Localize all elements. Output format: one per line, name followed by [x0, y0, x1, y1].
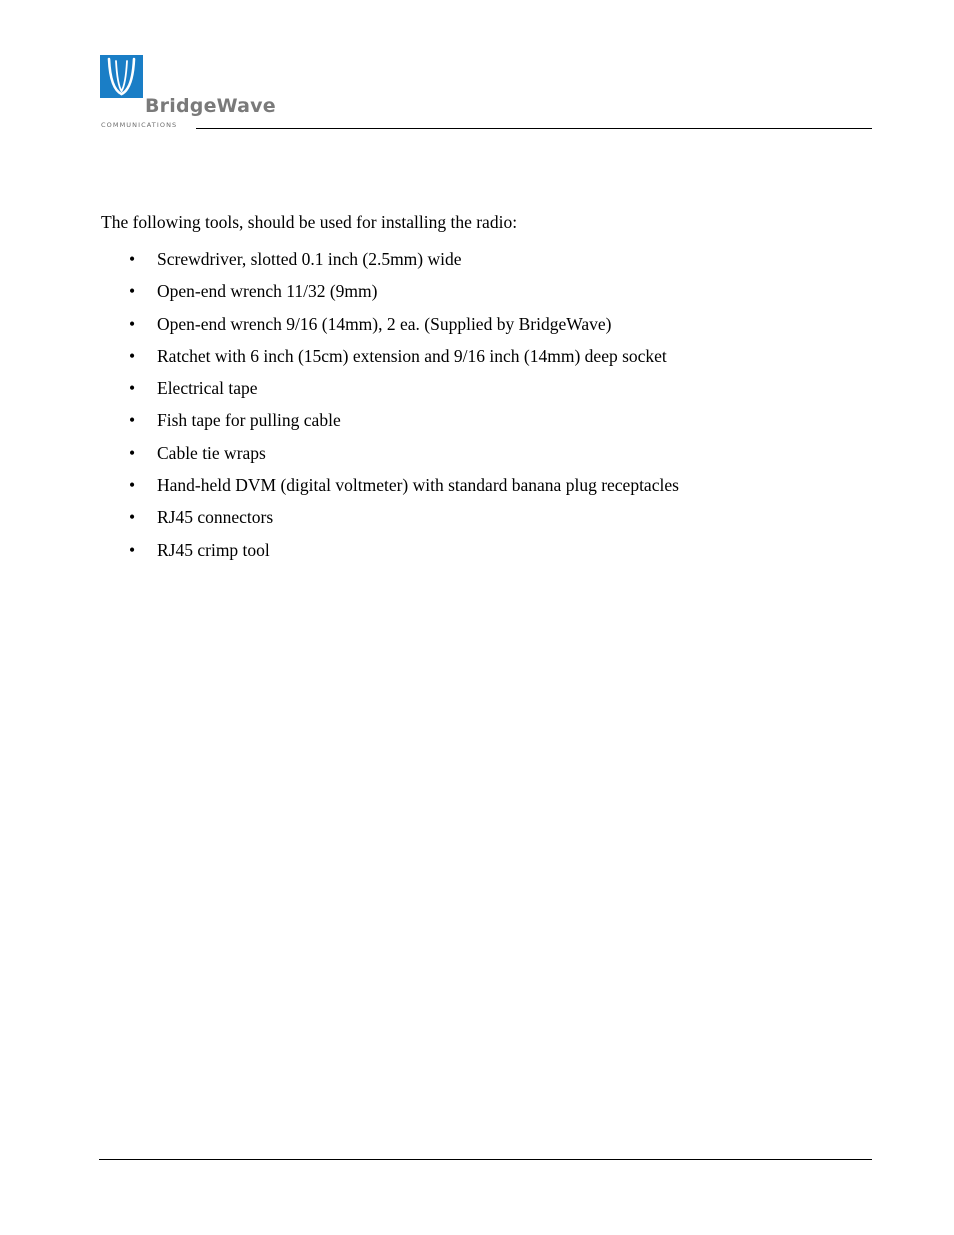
logo-wordmark: BridgeWave	[145, 95, 276, 117]
company-logo	[100, 55, 276, 131]
list-item	[0, 442, 954, 474]
tool-name: Cable tie wraps	[157, 442, 266, 463]
bullet-icon: •	[129, 281, 136, 302]
list-item	[0, 313, 954, 345]
list-item	[0, 345, 954, 377]
tool-name: RJ45 connectors	[157, 507, 274, 528]
footer-divider	[99, 1159, 872, 1160]
bullet-icon: •	[129, 475, 136, 496]
bullet-icon: •	[129, 410, 136, 431]
list-item	[0, 280, 954, 312]
tool-name: Screwdriver, slotted 0.1 inch (2.5mm) wide	[157, 249, 462, 269]
bullet-icon: •	[129, 507, 136, 528]
bridgewave-logo-icon	[100, 55, 143, 98]
logo-subtitle: COMMUNICATIONS	[101, 121, 178, 129]
tool-name: Open-end wrench 11/32 (9mm)	[157, 281, 378, 302]
tool-name: Fish tape for pulling cable	[157, 410, 341, 431]
list-item	[0, 248, 954, 280]
list-item	[0, 506, 954, 538]
tool-name: Open-end wrench 9/16 (14mm), 2 ea. (Supplied by BridgeWave)	[157, 313, 612, 334]
bullet-icon: •	[129, 539, 136, 560]
tool-name: RJ45 crimp tool	[157, 539, 270, 560]
tool-name: Hand-held DVM (digital voltmeter) with standard banana plug receptacles	[157, 475, 679, 496]
header-divider	[196, 128, 872, 129]
list-item	[0, 539, 954, 571]
bullet-icon: •	[129, 313, 136, 334]
bullet-icon: •	[129, 442, 136, 463]
intro-paragraph: The following tools, should be used for installing the radio:	[101, 212, 518, 232]
list-item	[0, 474, 954, 506]
tool-name: Electrical tape	[157, 378, 258, 399]
tool-name: Ratchet with 6 inch (15cm) extension and 9/16 inch (14mm) deep socket	[157, 345, 667, 366]
tool-list	[0, 248, 954, 571]
list-item	[0, 409, 954, 441]
bullet-icon: •	[129, 249, 136, 269]
bullet-icon: •	[129, 378, 136, 399]
bullet-icon: •	[129, 345, 136, 366]
list-item	[0, 377, 954, 409]
